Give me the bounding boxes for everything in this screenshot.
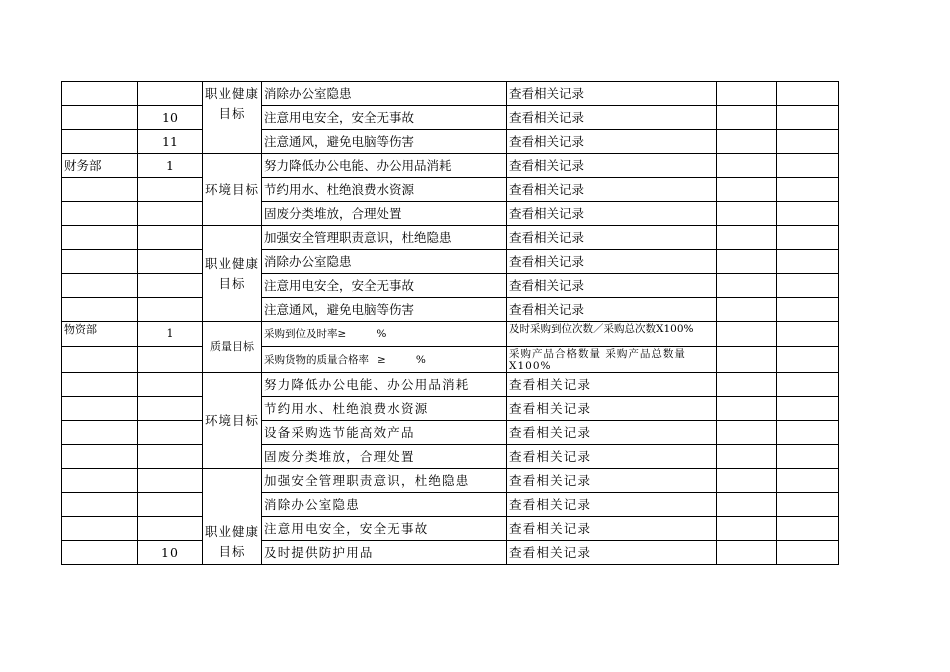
num-cell[interactable] — [138, 373, 203, 397]
empty-cell[interactable] — [717, 82, 777, 106]
empty-cell[interactable] — [777, 397, 839, 421]
dept-cell[interactable] — [62, 106, 138, 130]
goal-cell[interactable] — [262, 322, 507, 347]
method-cell[interactable]: 查看相关记录 — [507, 226, 717, 250]
method-cell[interactable]: 查看相关记录 — [507, 469, 717, 493]
dept-cell[interactable] — [62, 298, 138, 322]
method-cell[interactable]: 查看相关记录 — [507, 517, 717, 541]
goal-cell[interactable]: 消除办公室隐患 — [262, 250, 507, 274]
empty-cell[interactable] — [717, 250, 777, 274]
empty-cell[interactable] — [717, 298, 777, 322]
num-cell[interactable]: 1 — [138, 154, 203, 178]
goal-cell[interactable]: 节约用水、杜绝浪费水资源 — [262, 397, 507, 421]
empty-cell[interactable] — [717, 493, 777, 517]
goal-cell[interactable]: 努力降低办公电能、办公用品消耗 — [262, 373, 507, 397]
category-cell[interactable]: 职业健康目标 — [203, 226, 262, 322]
category-cell[interactable]: 环境目标 — [203, 373, 262, 469]
method-cell[interactable]: 查看相关记录 — [507, 250, 717, 274]
empty-cell[interactable] — [777, 226, 839, 250]
empty-cell[interactable] — [777, 322, 839, 347]
empty-cell[interactable] — [777, 373, 839, 397]
num-cell[interactable] — [138, 82, 203, 106]
method-cell[interactable]: 查看相关记录 — [507, 202, 717, 226]
num-cell[interactable]: 1 — [138, 322, 203, 347]
empty-cell[interactable] — [717, 202, 777, 226]
dept-cell[interactable] — [62, 226, 138, 250]
method-cell[interactable]: 查看相关记录 — [507, 445, 717, 469]
num-cell[interactable]: 11 — [138, 130, 203, 154]
method-cell[interactable]: 查看相关记录 — [507, 154, 717, 178]
method-cell[interactable]: 查看相关记录 — [507, 421, 717, 445]
empty-cell[interactable] — [777, 347, 839, 373]
dept-cell[interactable] — [62, 130, 138, 154]
method-cell[interactable]: 查看相关记录 — [507, 178, 717, 202]
dept-cell[interactable] — [62, 82, 138, 106]
empty-cell[interactable] — [777, 82, 839, 106]
num-cell[interactable] — [138, 469, 203, 493]
empty-cell[interactable] — [777, 202, 839, 226]
table-row — [62, 178, 839, 202]
dept-cell[interactable] — [62, 373, 138, 397]
empty-cell[interactable] — [717, 154, 777, 178]
goal-cell[interactable]: 加强安全管理职责意识，杜绝隐患 — [262, 226, 507, 250]
table-row — [62, 469, 839, 493]
method-cell[interactable]: 查看相关记录 — [507, 298, 717, 322]
goals-table — [61, 81, 839, 565]
goal-cell[interactable]: 加强安全管理职责意识，杜绝隐患 — [262, 469, 507, 493]
num-cell[interactable] — [138, 226, 203, 250]
empty-cell[interactable] — [717, 469, 777, 493]
goal-ge: ≥ — [377, 353, 386, 366]
empty-cell[interactable] — [717, 322, 777, 347]
num-cell[interactable] — [138, 298, 203, 322]
goal-cell[interactable]: 努力降低办公电能、办公用品消耗 — [262, 154, 507, 178]
empty-cell[interactable] — [717, 226, 777, 250]
empty-cell[interactable] — [777, 154, 839, 178]
dept-cell[interactable] — [62, 178, 138, 202]
empty-cell[interactable] — [717, 445, 777, 469]
table-row — [62, 373, 839, 397]
goal-cell[interactable]: 固废分类堆放，合理处置 — [262, 445, 507, 469]
empty-cell[interactable] — [717, 130, 777, 154]
goal-cell[interactable]: 注意用电安全，安全无事故 — [262, 274, 507, 298]
num-cell[interactable] — [138, 178, 203, 202]
num-cell[interactable] — [138, 493, 203, 517]
method-cell[interactable]: 查看相关记录 — [507, 274, 717, 298]
dept-cell[interactable] — [62, 445, 138, 469]
num-cell[interactable] — [138, 445, 203, 469]
table-row — [62, 106, 839, 130]
goal-cell[interactable]: 固废分类堆放，合理处置 — [262, 202, 507, 226]
table-row — [62, 541, 839, 565]
dept-cell[interactable]: 财务部 — [62, 154, 138, 178]
num-cell[interactable] — [138, 202, 203, 226]
dept-cell[interactable] — [62, 250, 138, 274]
num-cell[interactable] — [138, 347, 203, 373]
goal-cell[interactable]: 注意通风，避免电脑等伤害 — [262, 298, 507, 322]
method-cell[interactable]: 查看相关记录 — [507, 397, 717, 421]
goal-cell[interactable]: 注意用电安全，安全无事故 — [262, 517, 507, 541]
empty-cell[interactable] — [777, 106, 839, 130]
dept-cell[interactable] — [62, 274, 138, 298]
category-cell[interactable]: 质量目标 — [203, 322, 262, 373]
dept-cell[interactable] — [62, 541, 138, 565]
empty-cell[interactable] — [717, 274, 777, 298]
table-row — [62, 517, 839, 541]
method-cell[interactable]: 及时采购到位次数／采购总次数X100% — [507, 322, 717, 347]
goal-cell[interactable]: 消除办公室隐患 — [262, 493, 507, 517]
empty-cell[interactable] — [717, 373, 777, 397]
method-cell[interactable]: 查看相关记录 — [507, 541, 717, 565]
empty-cell[interactable] — [777, 178, 839, 202]
goal-cell[interactable]: 设备采购选节能高效产品 — [262, 421, 507, 445]
dept-cell[interactable] — [62, 517, 138, 541]
goal-unit: % — [376, 328, 387, 340]
method-cell[interactable]: 查看相关记录 — [507, 493, 717, 517]
table-row — [62, 347, 839, 373]
num-cell[interactable]: 10 — [138, 106, 203, 130]
goal-cell[interactable]: 消除办公室隐患 — [262, 82, 507, 106]
empty-cell[interactable] — [777, 298, 839, 322]
num-cell[interactable] — [138, 397, 203, 421]
empty-cell[interactable] — [717, 541, 777, 565]
goal-cell[interactable]: 节约用水、杜绝浪费水资源 — [262, 178, 507, 202]
table-row — [62, 298, 839, 322]
num-cell[interactable]: 10 — [138, 541, 203, 565]
empty-cell[interactable] — [777, 493, 839, 517]
goal-cell[interactable]: 及时提供防护用品 — [262, 541, 507, 565]
empty-cell[interactable] — [777, 445, 839, 469]
method-cell[interactable]: 采购产品合格数量 采购产品总数量X100% — [507, 347, 717, 373]
empty-cell[interactable] — [777, 250, 839, 274]
table-row — [62, 274, 839, 298]
table-row — [62, 322, 839, 347]
empty-cell[interactable] — [717, 421, 777, 445]
goal-text: 采购到位及时率≥ — [264, 328, 347, 340]
method-cell[interactable]: 查看相关记录 — [507, 373, 717, 397]
method-cell[interactable]: 查看相关记录 — [507, 82, 717, 106]
empty-cell[interactable] — [777, 421, 839, 445]
num-cell[interactable] — [138, 421, 203, 445]
table-row — [62, 130, 839, 154]
goal-unit: % — [415, 353, 426, 366]
dept-cell[interactable] — [62, 469, 138, 493]
empty-cell[interactable] — [717, 106, 777, 130]
num-cell[interactable] — [138, 274, 203, 298]
dept-cell[interactable] — [62, 397, 138, 421]
empty-cell[interactable] — [717, 517, 777, 541]
table-row — [62, 397, 839, 421]
table-row — [62, 250, 839, 274]
empty-cell[interactable] — [777, 130, 839, 154]
table-row — [62, 421, 839, 445]
goal-cell[interactable]: 注意通风，避免电脑等伤害 — [262, 130, 507, 154]
goal-cell[interactable] — [262, 347, 507, 373]
table-row — [62, 202, 839, 226]
category-cell[interactable]: 环境目标 — [203, 154, 262, 226]
num-cell[interactable] — [138, 250, 203, 274]
dept-cell[interactable] — [62, 421, 138, 445]
method-cell[interactable]: 查看相关记录 — [507, 106, 717, 130]
empty-cell[interactable] — [717, 397, 777, 421]
empty-cell[interactable] — [777, 517, 839, 541]
empty-cell[interactable] — [777, 541, 839, 565]
category-cell[interactable]: 职业健康目标 — [203, 82, 262, 154]
table-row — [62, 445, 839, 469]
empty-cell[interactable] — [717, 347, 777, 373]
dept-cell[interactable] — [62, 493, 138, 517]
dept-cell[interactable] — [62, 347, 138, 373]
empty-cell[interactable] — [777, 469, 839, 493]
table-row — [62, 226, 839, 250]
goal-text: 采购货物的质量合格率 — [264, 353, 369, 366]
table-row — [62, 493, 839, 517]
method-cell[interactable]: 查看相关记录 — [507, 130, 717, 154]
goals-table-sheet — [61, 81, 839, 565]
goal-cell[interactable]: 注意用电安全，安全无事故 — [262, 106, 507, 130]
empty-cell[interactable] — [777, 274, 839, 298]
num-cell[interactable] — [138, 517, 203, 541]
table-row — [62, 154, 839, 178]
dept-cell[interactable] — [62, 202, 138, 226]
dept-cell[interactable]: 物资部 — [62, 322, 138, 347]
table-row — [62, 82, 839, 106]
empty-cell[interactable] — [717, 178, 777, 202]
category-cell[interactable]: 职业健康目标 — [203, 469, 262, 565]
